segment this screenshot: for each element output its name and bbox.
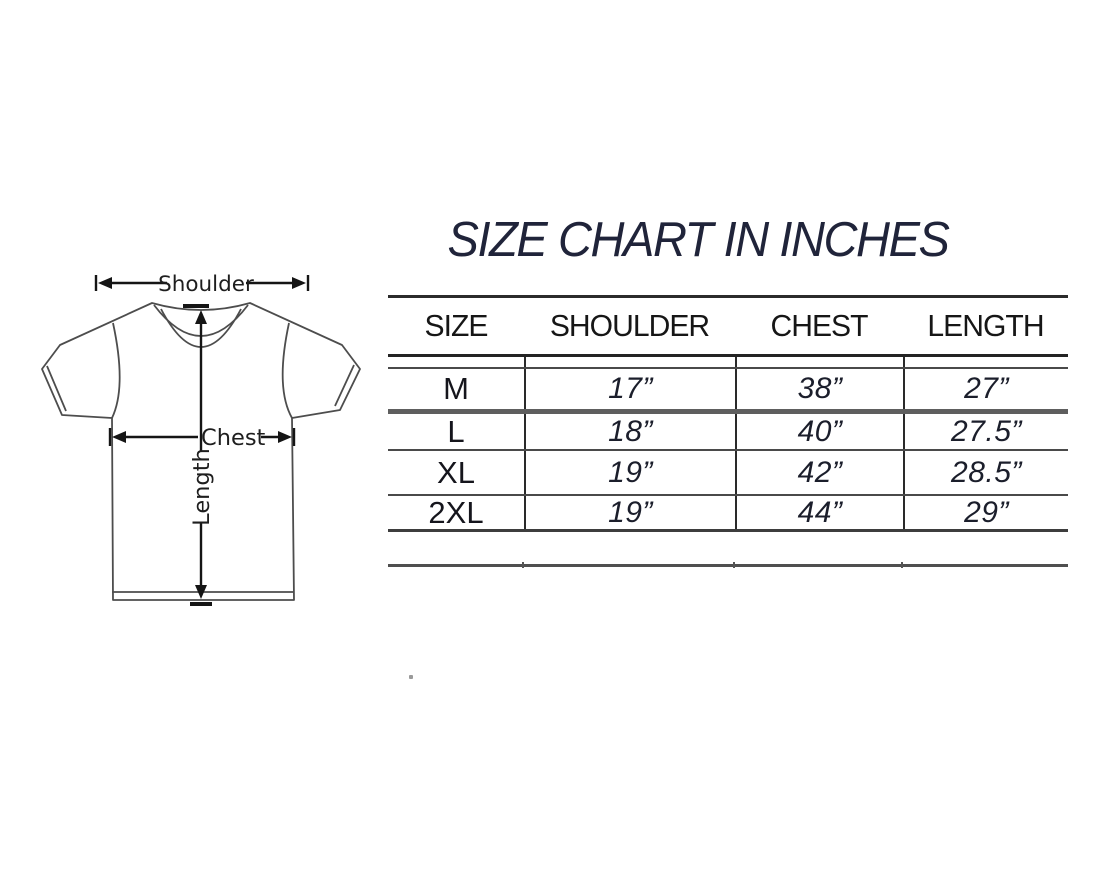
arrowhead-right-icon (292, 277, 306, 289)
chest-value: 42” (735, 451, 903, 494)
artifact-dot (409, 675, 413, 679)
header-length: LENGTH (927, 308, 1044, 343)
bottom-tick (190, 602, 212, 606)
size-value: XL (437, 454, 475, 490)
length-value: 28.5” (903, 451, 1068, 494)
header-size: SIZE (424, 308, 488, 343)
table-row (388, 414, 1068, 451)
arrowhead-left-icon (98, 277, 112, 289)
chest-value: 40” (735, 414, 903, 449)
table-row (388, 451, 1068, 496)
table-row (388, 369, 1068, 414)
size-value: M (443, 371, 469, 406)
page-title: SIZE CHART IN INCHES (447, 213, 949, 267)
length-value: 29” (903, 496, 1068, 529)
table-header-row (388, 298, 1068, 357)
header-chest: CHEST (770, 308, 868, 343)
shoulder-value: 18” (524, 414, 735, 449)
tick-mark (733, 562, 735, 568)
header-shoulder: SHOULDER (549, 308, 710, 343)
table-bottom-empty-row (388, 532, 1068, 567)
tick-mark (901, 562, 903, 568)
top-tick (183, 304, 209, 308)
length-value: 27.5” (903, 414, 1068, 449)
tick-mark (522, 562, 524, 568)
table-row (388, 496, 1068, 532)
size-value: L (447, 413, 465, 449)
chest-value: 44” (735, 496, 903, 529)
shoulder-value: 19” (524, 451, 735, 494)
table-spacer-row (388, 357, 1068, 369)
shoulder-value: 19” (524, 496, 735, 529)
length-label: Length (189, 448, 215, 526)
shoulder-value: 17” (524, 369, 735, 409)
size-table (388, 295, 1068, 567)
length-value: 27” (903, 369, 1068, 409)
shoulder-label: Shoulder (158, 272, 254, 297)
chest-value: 38” (735, 369, 903, 409)
size-value: 2XL (428, 494, 484, 530)
tshirt-measurement-diagram (35, 255, 380, 625)
chest-label: Chest (201, 425, 266, 451)
